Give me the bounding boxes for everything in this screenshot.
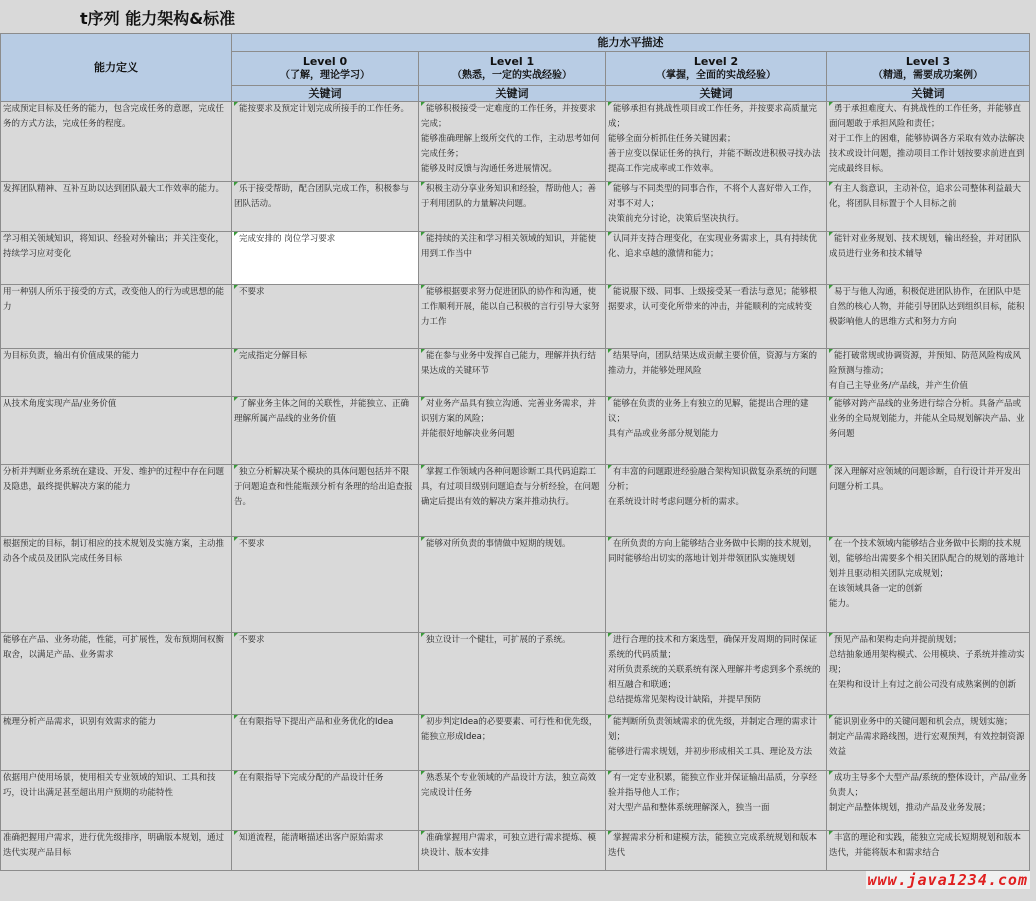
definition-cell[interactable] [1, 285, 232, 349]
table-row [1, 831, 1030, 871]
table-row [1, 349, 1030, 397]
comment-indicator-icon [421, 831, 425, 835]
level-3-cell-text: 深入理解对应领域的问题诊断，自行设计并开发出问题分析工具。 [829, 467, 1022, 492]
level-0-cell-text: 不要求 [239, 539, 265, 549]
comment-indicator-icon [234, 349, 238, 353]
level-0-cell[interactable] [232, 537, 419, 633]
level-3-desc: （精通，需要成功案例） [873, 69, 983, 81]
comment-indicator-icon [234, 102, 238, 106]
comment-indicator-icon [234, 465, 238, 469]
comment-indicator-icon [829, 397, 833, 401]
level-3-cell-text: 勇于承担难度大、有挑战性的工作任务，并能够直面问题敢于承担风险和责任； 对于工作上的困难，能够协调各方采取有效办法解决技术或设计问题，推动项目工作计划按要求前进直到完成最终目标。 [829, 104, 1025, 174]
level-2-cell-text: 能够承担有挑战性项目或工作任务，并按要求高质量完成； 能够全面分析抓住任务关键因素； 善于应变以保证任务的执行，并能不断改进积极寻找办法提高工作完成率或工作效率。 [608, 104, 821, 174]
definition-cell[interactable] [1, 465, 232, 537]
comment-indicator-icon [421, 232, 425, 236]
level-3-cell-text: 预见产品和架构走向并提前规划； 总结抽象通用架构模式、公用模块、子系统并推动实现； 在架构和设计上有过之前公司没有成熟案例的创新 [829, 635, 1025, 690]
keyword-header-2: 关键词 [606, 86, 827, 102]
level-2-cell-text: 结果导向，团队结果达成贡献主要价值，资源与方案的推动力，并能够处理风险 [608, 351, 818, 376]
levels-group-header: 能力水平描述 [232, 34, 1030, 52]
level-1-cell[interactable] [419, 465, 606, 537]
level-0-cell-text: 乐于接受帮助，配合团队完成工作，积极参与团队活动。 [234, 184, 410, 209]
definition-cell-text: 依据用户使用场景，使用相关专业领域的知识、工具和技巧，设计出满足甚至超出用户预期的功能特性 [3, 773, 216, 798]
level-2-cell[interactable] [606, 771, 827, 831]
comment-indicator-icon [234, 285, 238, 289]
comment-indicator-icon [608, 182, 612, 186]
level-0-cell[interactable] [232, 182, 419, 232]
level-1-cell[interactable] [419, 182, 606, 232]
comment-indicator-icon [829, 537, 833, 541]
comment-indicator-icon [608, 831, 612, 835]
comment-indicator-icon [234, 232, 238, 236]
comment-indicator-icon [421, 182, 425, 186]
level-1-cell-text: 能持续的关注和学习相关领域的知识，并能使用到工作当中 [421, 234, 597, 259]
comment-indicator-icon [608, 232, 612, 236]
level-3-cell[interactable] [827, 465, 1030, 537]
keyword-header-1: 关键词 [419, 86, 606, 102]
comment-indicator-icon [421, 102, 425, 106]
level-1-cell[interactable] [419, 285, 606, 349]
comment-indicator-icon [421, 397, 425, 401]
table-row [1, 633, 1030, 715]
level-1-cell-text: 独立设计一个健壮，可扩展的子系统。 [426, 635, 571, 645]
comment-indicator-icon [829, 182, 833, 186]
comment-indicator-icon [421, 633, 425, 637]
level-0-cell-text: 完成安排的 岗位学习要求 [239, 234, 336, 244]
table-row [1, 537, 1030, 633]
level-2-cell-text: 能判断所负责领域需求的优先级，并制定合理的需求计划； 能够进行需求规划，并初步形成相关工具、理论及方法 [608, 717, 818, 757]
level-1-cell-text: 能够根据要求努力促进团队的协作和沟通，使工作顺利开展，能以自己积极的言行引导大家努力工作 [421, 287, 600, 327]
definition-cell[interactable] [1, 232, 232, 285]
level-0-cell[interactable] [232, 397, 419, 465]
comment-indicator-icon [234, 182, 238, 186]
comment-indicator-icon [829, 465, 833, 469]
level-0-desc: （了解，理论学习） [280, 69, 370, 81]
level-3-name: Level 3 [905, 54, 951, 68]
level-2-cell-text: 在所负责的方向上能够结合业务做中长期的技术规划，同时能够给出切实的落地计划并带领团队实施规划 [608, 539, 818, 564]
level-3-cell-text: 在一个技术领域内能够结合业务做中长期的技术规划，能够给出需要多个相关团队配合的规划的落地计划并且驱动相关团队完成规划； 在该领域具备一定的创新 能力。 [829, 539, 1025, 609]
level-3-cell[interactable] [827, 349, 1030, 397]
comment-indicator-icon [421, 465, 425, 469]
level-1-cell-text: 积极主动分享业务知识和经验，帮助他人；善于利用团队的力量解决问题。 [421, 184, 597, 209]
level-1-cell-text: 能够积极接受一定难度的工作任务，并按要求完成； 能够准确理解上级所交代的工作，主动思考如何完成任务； 能够及时反馈与沟通任务进展情况。 [421, 104, 600, 174]
comment-indicator-icon [421, 349, 425, 353]
level-0-cell[interactable] [232, 771, 419, 831]
level-3-cell[interactable] [827, 537, 1030, 633]
comment-indicator-icon [829, 831, 833, 835]
level-0-cell[interactable] [232, 232, 419, 285]
level-1-cell-text: 能在参与业务中发挥自己能力，理解并执行结果达成的关键环节 [421, 351, 597, 376]
level-2-header [606, 52, 827, 86]
comment-indicator-icon [421, 537, 425, 541]
keyword-header-3: 关键词 [827, 86, 1030, 102]
level-3-cell[interactable] [827, 285, 1030, 349]
level-2-cell[interactable] [606, 232, 827, 285]
level-3-cell[interactable] [827, 715, 1030, 771]
definition-cell-text: 分析并判断业务系统在建设、开发、维护的过程中存在问题及隐患，最终提供解决方案的能力 [3, 467, 225, 492]
level-1-cell-text: 掌握工作领域内各种问题诊断工具代码追踪工具，有过项目级别问题追查与分析经验，在问题确定后提出有效的解决方案并推动执行。 [421, 467, 600, 507]
level-0-cell[interactable] [232, 633, 419, 715]
level-2-cell[interactable] [606, 285, 827, 349]
level-1-cell[interactable] [419, 715, 606, 771]
level-1-cell[interactable] [419, 633, 606, 715]
definition-cell-text: 从技术角度实现产品/业务价值 [3, 399, 117, 409]
definition-cell[interactable] [1, 715, 232, 771]
table-row [1, 465, 1030, 537]
level-2-cell-text: 能够在负责的业务上有独立的见解，能提出合理的建议； 具有产品或业务部分规划能力 [608, 399, 809, 439]
level-1-cell[interactable] [419, 537, 606, 633]
level-2-cell[interactable] [606, 831, 827, 871]
comment-indicator-icon [829, 285, 833, 289]
level-3-cell[interactable] [827, 232, 1030, 285]
level-1-desc: （熟悉，一定的实战经验） [452, 69, 572, 81]
level-1-cell-text: 熟悉某个专业领域的产品设计方法，独立高效完成设计任务 [421, 773, 597, 798]
table-row [1, 771, 1030, 831]
level-1-cell[interactable] [419, 831, 606, 871]
level-0-cell-text: 独立分析解决某个模块的具体问题包括并不限于问题追查和性能瓶颈分析有条理的给出追查报告。 [234, 467, 413, 507]
definition-cell[interactable] [1, 537, 232, 633]
comment-indicator-icon [608, 102, 612, 106]
table-row [1, 285, 1030, 349]
level-2-cell-text: 掌握需求分析和建模方法，能独立完成系统规划和版本迭代 [608, 833, 818, 858]
table-row [1, 182, 1030, 232]
level-0-cell-text: 知道流程，能清晰描述出客户原始需求 [239, 833, 384, 843]
level-3-cell[interactable] [827, 397, 1030, 465]
comment-indicator-icon [608, 349, 612, 353]
comment-indicator-icon [608, 397, 612, 401]
definition-cell-text: 为目标负责，输出有价值成果的能力 [3, 351, 140, 361]
level-3-cell[interactable] [827, 771, 1030, 831]
comment-indicator-icon [421, 285, 425, 289]
level-1-cell[interactable] [419, 771, 606, 831]
watermark: www.java1234.com [867, 871, 1028, 889]
level-3-cell[interactable] [827, 831, 1030, 871]
comment-indicator-icon [234, 397, 238, 401]
comment-indicator-icon [421, 715, 425, 719]
comment-indicator-icon [421, 771, 425, 775]
level-0-cell-text: 在有限指导下提出产品和业务优化的Idea [239, 717, 394, 727]
definition-header: 能力定义 [1, 34, 232, 102]
keyword-header-0: 关键词 [232, 86, 419, 102]
level-1-cell-text: 初步判定Idea的必要要素、可行性和优先级，能独立形成Idea； [421, 717, 598, 742]
level-0-cell[interactable] [232, 102, 419, 182]
level-0-cell-text: 在有限指导下完成分配的产品设计任务 [239, 773, 384, 783]
definition-cell[interactable] [1, 397, 232, 465]
level-3-cell-text: 能针对业务规划、技术规划，输出经验，并对团队成员进行业务和技术辅导 [829, 234, 1022, 259]
capability-table [0, 33, 1030, 871]
table-row [1, 397, 1030, 465]
table-body [1, 102, 1030, 871]
definition-cell-text: 用一种别人所乐于接受的方式，改变他人的行为或思想的能力 [3, 287, 225, 312]
level-3-cell-text: 丰富的理论和实践，能独立完成长短期规划和版本迭代，并能将版本和需求结合 [829, 833, 1022, 858]
level-3-header [827, 52, 1030, 86]
definition-cell-text: 能够在产品、业务功能，性能，可扩展性，发布预期间权衡取舍，以满足产品、业务需求 [3, 635, 225, 660]
definition-cell[interactable] [1, 349, 232, 397]
level-2-cell[interactable] [606, 715, 827, 771]
table-row [1, 715, 1030, 771]
comment-indicator-icon [829, 349, 833, 353]
comment-indicator-icon [234, 715, 238, 719]
level-2-cell-text: 能说服下级、同事、上级接受某一看法与意见；能够根据要求，认可变化所带来的冲击，并能顺利的完成转变 [608, 287, 818, 312]
level-2-desc: （掌握，全面的实战经验） [656, 69, 776, 81]
definition-cell[interactable] [1, 831, 232, 871]
level-2-cell[interactable] [606, 397, 827, 465]
title-bar [0, 0, 1036, 33]
level-0-header [232, 52, 419, 86]
level-3-cell-text: 有主人翁意识，主动补位，追求公司整体利益最大化，将团队目标置于个人目标之前 [829, 184, 1022, 209]
level-1-name: Level 1 [489, 54, 535, 68]
level-0-cell[interactable] [232, 831, 419, 871]
level-1-cell[interactable] [419, 397, 606, 465]
definition-cell-text: 梳理分析产品需求，识别有效需求的能力 [3, 717, 157, 727]
level-1-cell-text: 能够对所负责的事情做中短期的规划。 [426, 539, 571, 549]
level-1-header [419, 52, 606, 86]
level-0-cell-text: 完成指定分解目标 [239, 351, 308, 361]
level-2-cell[interactable] [606, 349, 827, 397]
definition-cell-text: 完成预定目标及任务的能力，包含完成任务的意愿，完成任务的方式方法，完成任务的程度。 [3, 104, 225, 129]
level-1-cell[interactable] [419, 349, 606, 397]
comment-indicator-icon [234, 633, 238, 637]
level-3-cell-text: 易于与他人沟通，积极促进团队协作，在团队中是自然的核心人物，并能引导团队达到组织目标，能积极影响他人的思维方式和努力方向 [829, 287, 1025, 327]
level-3-cell-text: 成功主导多个大型产品/系统的整体设计，产品/业务负责人； 制定产品整体规划，推动产品及业务发展； [829, 773, 1027, 813]
level-2-cell[interactable] [606, 102, 827, 182]
level-2-cell-text: 能够与不同类型的同事合作，不将个人喜好带入工作，对事不对人； 决策前充分讨论，决策后坚决执行。 [608, 184, 818, 224]
comment-indicator-icon [608, 771, 612, 775]
comment-indicator-icon [829, 102, 833, 106]
level-3-cell[interactable] [827, 102, 1030, 182]
level-2-cell[interactable] [606, 633, 827, 715]
level-1-cell-text: 对业务产品具有独立沟通、完善业务需求，并识别方案的风险； 并能很好地解决业务问题 [421, 399, 597, 439]
definition-cell-text: 准确把握用户需求，进行优先级排序，明确版本规划，通过迭代实现产品目标 [3, 833, 225, 858]
level-2-cell[interactable] [606, 465, 827, 537]
definition-cell[interactable] [1, 771, 232, 831]
level-0-name: Level 0 [302, 54, 348, 68]
level-0-cell-text: 了解业务主体之间的关联性，并能独立、正确理解所属产品线的业务价值 [234, 399, 410, 424]
comment-indicator-icon [608, 633, 612, 637]
comment-indicator-icon [608, 465, 612, 469]
level-2-cell-text: 有一定专业积累，能独立作业并保证输出品质，分享经验并指导他人工作； 对大型产品和整体系统理解深入，独当一面 [608, 773, 818, 813]
level-3-cell-text: 能识别业务中的关键问题和机会点，规划实施； 制定产品需求路线图，进行宏观预判，有效控制资源效益 [829, 717, 1025, 757]
comment-indicator-icon [608, 285, 612, 289]
comment-indicator-icon [829, 771, 833, 775]
level-1-cell[interactable] [419, 102, 606, 182]
level-1-cell[interactable] [419, 232, 606, 285]
level-0-cell-text: 不要求 [239, 287, 265, 297]
definition-cell[interactable] [1, 102, 232, 182]
definition-cell-text: 根据预定的目标，制订相应的技术规划及实施方案，主动推动各个成员及团队完成任务目标 [3, 539, 225, 564]
definition-cell-text: 发挥团队精神、互补互助以达到团队最大工作效率的能力。 [3, 184, 225, 194]
definition-cell[interactable] [1, 633, 232, 715]
definition-cell[interactable] [1, 182, 232, 232]
page-title: t序列 能力架构&标准 [80, 9, 236, 28]
comment-indicator-icon [829, 715, 833, 719]
level-0-cell-text: 不要求 [239, 635, 265, 645]
comment-indicator-icon [608, 537, 612, 541]
comment-indicator-icon [829, 232, 833, 236]
comment-indicator-icon [829, 633, 833, 637]
comment-indicator-icon [608, 715, 612, 719]
level-0-cell-text: 能按要求及预定计划完成所接手的工作任务。 [239, 104, 410, 114]
level-3-cell-text: 能打破常规或协调资源，并预知、防范风险构成风险预测与推动； 有自己主导业务/产品线，并产生价值 [829, 351, 1022, 391]
level-0-cell[interactable] [232, 465, 419, 537]
level-1-cell-text: 准确掌握用户需求，可独立进行需求提炼、模块设计、版本安排 [421, 833, 597, 858]
level-0-cell[interactable] [232, 715, 419, 771]
level-3-cell-text: 能够对跨产品线的业务进行综合分析。具备产品或业务的全局规划能力，并能从全局规划解决产品、业务问题 [829, 399, 1025, 439]
level-2-cell-text: 进行合理的技术和方案选型，确保开发周期的同时保证系统的代码质量； 对所负责系统的关联系统有深入理解并考虑到多个系统的相互融合和联通； 总结提炼常见架构设计缺陷，并提早预防 [608, 635, 821, 705]
level-3-cell[interactable] [827, 633, 1030, 715]
level-2-cell-text: 认同并支持合理变化，在实现业务需求上，具有持续优化、追求卓越的激情和能力； [608, 234, 818, 259]
level-3-cell[interactable] [827, 182, 1030, 232]
table-row [1, 102, 1030, 182]
comment-indicator-icon [234, 537, 238, 541]
definition-cell-text: 学习相关领域知识，将知识、经验对外输出；并关注变化，持续学习应对变化 [3, 234, 225, 259]
level-2-cell[interactable] [606, 182, 827, 232]
level-2-cell[interactable] [606, 537, 827, 633]
level-0-cell[interactable] [232, 349, 419, 397]
level-2-name: Level 2 [693, 54, 739, 68]
table-row [1, 232, 1030, 285]
comment-indicator-icon [234, 771, 238, 775]
comment-indicator-icon [234, 831, 238, 835]
level-2-cell-text: 有丰富的问题跟进经验融合架构知识做复杂系统的问题分析； 在系统设计时考虑问题分析的需求。 [608, 467, 818, 507]
level-0-cell[interactable] [232, 285, 419, 349]
